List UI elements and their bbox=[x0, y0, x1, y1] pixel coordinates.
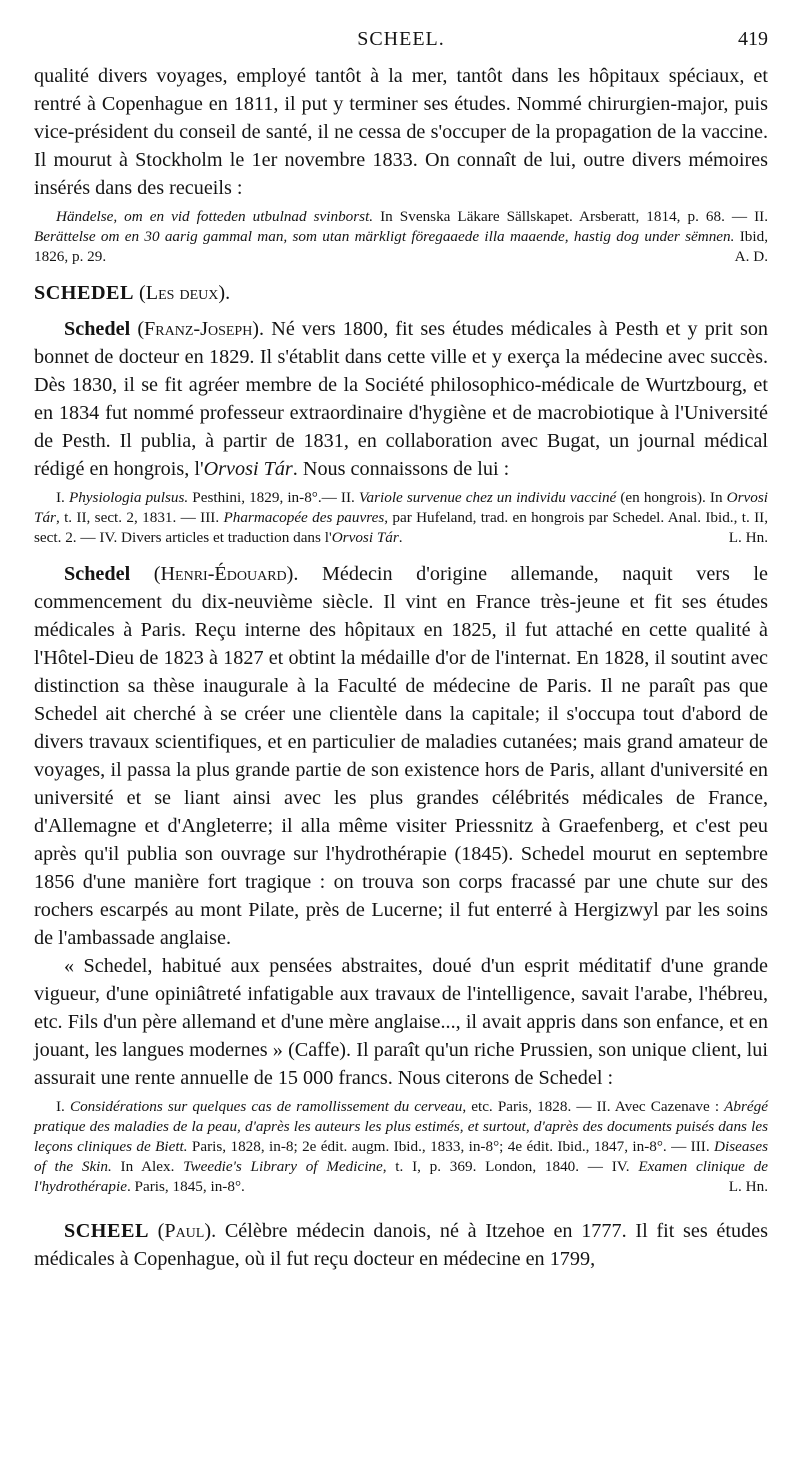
section-heading-schedel: SCHEDEL (Les deux). bbox=[34, 282, 231, 304]
scheel-continuation-paragraph: qualité divers voyages, employé tantôt à la mer, tantôt dans les hôpitaux spéciaux, et rentré à Copenhague en 1811, il put y terminer ses études. Nommé chirurgien-major, puis vice-président du conseil de santé, il ne cessa de s'occuper de la propagation de la vaccine. Il mourut à Stockholm le 1er novembre 1833. On connaît de lui, outre divers mémoires insérés dans des recueils : bbox=[34, 65, 768, 199]
entry-schedel-henri-edouard: Schedel (Henri-Édouard). Médecin d'origine allemande, naquit vers le commencement du dix-neuvième siècle. Il vint en France très-jeune et fit ses études médicales à Paris. Reçu interne des hôpitaux en 1825, il fut attaché en cette qualité à l'Hôtel-Dieu de 1823 à 1827 et obtint la médaille d'or de l'internat. En 1828, il soutint avec distinction sa thèse inaugurale à la Faculté de médecine de Paris. Il ne paraît pas que Schedel ait cherché à se créer une clientèle dans la capitale; il s'occupa tout d'abord de divers travaux scientifiques, et en particulier de maladies cutanées; mais grand amateur de voyages, il passa la plus grande partie de son existence hors de Paris, allant d'université en université et se liant ainsi avec les plus grandes célébrités médicales de France, d'Allemagne et d'Angleterre; il alla même visiter Priessnitz à Graefenberg, et c'est peu après qu'il publia son ouvrage sur l'hydrothérapie (1845). Schedel mourut en septembre 1856 d'une manière fort tragique : on trouva son corps fracassé par une chute sur des rochers escarpés au mont Pilate, près de Lucerne; il fut enterré à Hergizwyl par les soins de l'ambassade anglaise. bbox=[34, 563, 768, 949]
author-signature: L. Hn. bbox=[728, 529, 768, 546]
biblio-title: Berättelse om en 30 aarig gammal man, som utan märkligt föregaaede illa maaende, hastig dog under sëmnen. bbox=[34, 228, 735, 245]
author-signature: L. Hn. bbox=[728, 1178, 768, 1195]
scheel-bibliography: Händelse, om en vid fotteden utbulnad svinborst. In Svenska Läkare Sällskapet. Arsberatt, 1814, p. 68. — II. Berättelse om en 30 aarig gammal man, som utan märkligt föregaaede illa maaende, hastig dog under sëmnen. Ibid, 1826, p. 29. A. D. bbox=[34, 208, 768, 265]
entry-schedel-franz-joseph: Schedel (Franz-Joseph). Né vers 1800, fit ses études médicales à Pesth et y prit son bonnet de docteur en 1829. Il s'établit dans cette ville et y exerça la médecine avec succès. Dès 1830, il se fit agréer membre de la Société philosophico-médicale de Wurtzbourg, et en 1834 fut nommé professeur extraordinaire d'hygiène et de macrobiotique à l'Université de Pesth. Il publia, à partir de 1831, en collaboration avec Bugat, un journal médical rédigé en hongrois, l'Orvosi Tár. Nous connaissons de lui : bbox=[34, 318, 769, 480]
page-number: 419 bbox=[738, 28, 768, 50]
entry-name: SCHEEL bbox=[64, 1220, 149, 1242]
entry-name: Schedel bbox=[64, 563, 131, 585]
entry-scheel-paul: SCHEEL (Paul). Célèbre médecin danois, né à Itzehoe en 1777. Il fit ses études médicales à Copenhague, où il fut reçu docteur en médecine en 1799, bbox=[34, 1220, 769, 1270]
heading-name: SCHEDEL bbox=[34, 282, 134, 304]
henri-edouard-bibliography: I. Considérations sur quelques cas de ramollissement du cerveau, etc. Paris, 1828. — II. Avec Cazenave : Abrégé pratique des maladies de la peau, d'après les auteurs les plus estimés, et surtout, d'après des documents puisés dans les leçons cliniques de Biett. Paris, 1828, in-8; 2e édit. augm. Ibid., 1833, in-8°; 4e édit. Ibid., 1847, in-8°. — III. Diseases of the Skin. In Alex. Tweedie's Library of Medicine, t. I, p. 369. London, 1840. — IV. Examen clinique de l'hydrothérapie. Paris, 1845, in-8°. L. Hn. bbox=[34, 1098, 768, 1195]
franz-joseph-bibliography: I. Physiologia pulsus. Pesthini, 1829, in-8°.— II. Variole survenue chez un individu vacciné (en hongrois). In Orvosi Tár, t. II, sect. 2, 1831. — III. Pharmacopée des pauvres, par Hufeland, trad. en hongrois par Schedel. Anal. Ibid., t. II, sect. 2. — IV. Divers articles et traduction dans l'Orvosi Tár. L. Hn. bbox=[34, 489, 768, 546]
running-title: SCHEEL. bbox=[357, 28, 445, 50]
entry-name: Schedel bbox=[64, 318, 131, 340]
journal-title: Orvosi Tár bbox=[203, 458, 293, 480]
entry-given-name: (Franz-Joseph). bbox=[137, 318, 265, 340]
henri-edouard-quote-paragraph: « Schedel, habitué aux pensées abstraites, doué d'un esprit méditatif d'une grande vigueur, d'une opiniâtreté infatigable aux travaux de l'intelligence, savait l'arabe, l'hébreu, etc. Fils d'un père allemand et d'une mère anglaise..., il avait appris dans son enfance, et en jouant, les langues modernes » (Caffe). Il paraît qu'un riche Prussien, son unique client, lui assurait une rente annuelle de 15 000 francs. Nous citerons de Schedel : bbox=[34, 955, 768, 1089]
entry-given-name: (Paul). bbox=[157, 1220, 217, 1242]
running-header bbox=[34, 28, 768, 62]
entry-given-name: (Henri-Édouard). bbox=[153, 563, 299, 585]
author-signature: A. D. bbox=[734, 248, 768, 265]
biblio-title: Händelse, om en vid fotteden utbulnad svinborst. bbox=[56, 208, 374, 225]
book-page bbox=[34, 28, 768, 1273]
